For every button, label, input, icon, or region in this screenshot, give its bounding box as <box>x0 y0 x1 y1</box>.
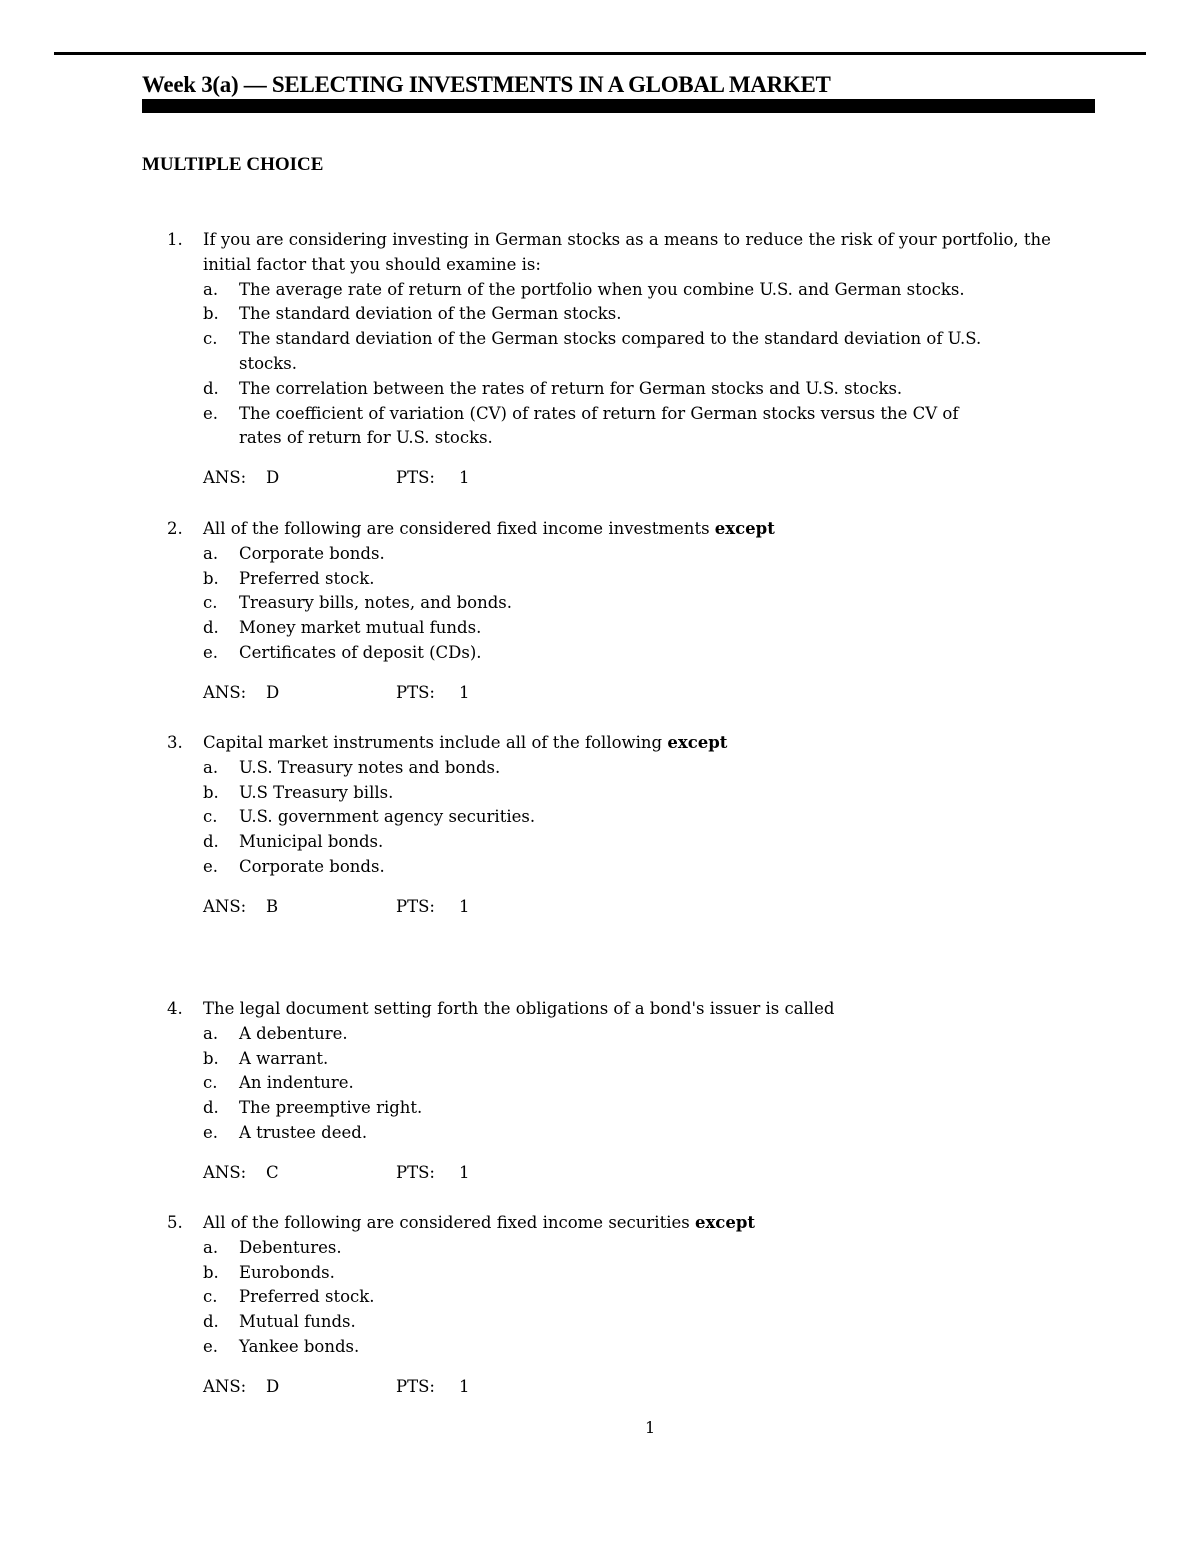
option-letter: d. <box>203 618 219 638</box>
title-underline-bar <box>142 99 1095 113</box>
option-letter: d. <box>203 1312 219 1332</box>
question-stem: initial factor that you should examine is: <box>203 254 541 274</box>
option-letter: c. <box>203 593 218 613</box>
points-value: 1 <box>459 468 470 488</box>
option-text: Certificates of deposit (CDs). <box>239 643 482 662</box>
answer-label: ANS: <box>203 682 247 702</box>
option-letter: b. <box>203 568 219 588</box>
option-letter: c. <box>203 1073 218 1093</box>
answer-label: ANS: <box>203 896 247 916</box>
header-rule <box>54 52 1146 55</box>
emphasis-except: except <box>694 1213 756 1232</box>
option-text: An indenture. <box>239 1073 354 1093</box>
option-text: U.S. government agency securities. <box>239 807 536 827</box>
question-stem: All of the following are considered fixed income investments except <box>203 519 775 538</box>
answer-value: D <box>266 1376 280 1396</box>
answer-value: D <box>266 468 280 488</box>
answer-value: D <box>266 682 280 702</box>
points-label: PTS: <box>396 896 435 916</box>
option-letter: a. <box>203 757 219 777</box>
points-value: 1 <box>459 682 470 702</box>
option-text: The correlation between the rates of return for German stocks and U.S. stocks. <box>239 378 903 398</box>
option-text: U.S Treasury bills. <box>239 782 394 802</box>
option-text: Debentures. <box>239 1237 342 1257</box>
option-text: Yankee bonds. <box>239 1337 360 1356</box>
option-text: rates of return for U.S. stocks. <box>239 428 493 448</box>
option-text: The preemptive right. <box>239 1098 423 1118</box>
question-stem: If you are considering investing in German stocks as a means to reduce the risk of your portfolio, the <box>203 230 1051 249</box>
option-text: The standard deviation of the German stocks compared to the standard deviation of U.S. <box>239 329 982 349</box>
option-letter: d. <box>203 832 219 852</box>
answer-label: ANS: <box>203 1376 247 1396</box>
question-stem: All of the following are considered fixed income securities except <box>203 1213 756 1232</box>
option-text: U.S. Treasury notes and bonds. <box>239 757 501 777</box>
page-number: 1 <box>645 1418 656 1437</box>
points-value: 1 <box>459 1376 470 1396</box>
question-number: 2. <box>167 519 183 538</box>
question-number: 5. <box>167 1213 183 1232</box>
option-letter: a. <box>203 279 219 299</box>
option-text: The average rate of return of the portfolio when you combine U.S. and German stocks. <box>239 279 965 299</box>
option-letter: b. <box>203 782 219 802</box>
option-letter: c. <box>203 329 218 349</box>
option-text: A warrant. <box>239 1048 329 1068</box>
option-letter: e. <box>203 403 219 423</box>
answer-value: C <box>266 1162 279 1182</box>
option-letter: d. <box>203 378 219 398</box>
option-text: Corporate bonds. <box>239 857 385 876</box>
option-letter: b. <box>203 304 219 324</box>
option-text: Eurobonds. <box>239 1262 335 1282</box>
option-letter: e. <box>203 1123 219 1142</box>
option-text: Preferred stock. <box>239 1287 375 1307</box>
points-label: PTS: <box>396 1162 435 1182</box>
page-title: Week 3(a) — SELECTING INVESTMENTS IN A GLOBAL MARKET <box>142 72 831 97</box>
question-number: 4. <box>167 999 183 1018</box>
option-text: Money market mutual funds. <box>239 618 482 638</box>
points-label: PTS: <box>396 682 435 702</box>
points-label: PTS: <box>396 1376 435 1396</box>
emphasis-except: except <box>667 733 728 752</box>
question-number: 1. <box>167 230 183 249</box>
section-heading: MULTIPLE CHOICE <box>142 154 324 175</box>
question-stem: The legal document setting forth the obligations of a bond's issuer is called <box>203 999 835 1018</box>
option-letter: c. <box>203 807 218 827</box>
option-text: stocks. <box>239 354 297 373</box>
option-letter: b. <box>203 1048 219 1068</box>
emphasis-except: except <box>714 519 775 538</box>
option-text: Treasury bills, notes, and bonds. <box>239 593 512 613</box>
option-letter: c. <box>203 1287 218 1307</box>
answer-value: B <box>266 896 279 916</box>
points-label: PTS: <box>396 468 435 488</box>
option-text: Municipal bonds. <box>239 832 384 852</box>
option-letter: e. <box>203 643 219 662</box>
option-letter: a. <box>203 1237 219 1257</box>
answer-label: ANS: <box>203 468 247 488</box>
option-text: The standard deviation of the German stocks. <box>239 304 622 324</box>
points-value: 1 <box>459 896 470 916</box>
option-text: Preferred stock. <box>239 568 375 588</box>
option-letter: a. <box>203 1023 219 1043</box>
question-stem: Capital market instruments include all of the following except <box>203 733 728 752</box>
option-text: Mutual funds. <box>239 1312 356 1332</box>
option-letter: b. <box>203 1262 219 1282</box>
option-letter: e. <box>203 1337 219 1356</box>
option-text: The coefficient of variation (CV) of rates of return for German stocks versus the CV of <box>239 403 959 423</box>
answer-label: ANS: <box>203 1162 247 1182</box>
option-letter: d. <box>203 1098 219 1118</box>
points-value: 1 <box>459 1162 470 1182</box>
option-letter: a. <box>203 543 219 563</box>
option-text: Corporate bonds. <box>239 543 385 563</box>
option-text: A trustee deed. <box>239 1123 368 1142</box>
question-number: 3. <box>167 733 183 752</box>
option-text: A debenture. <box>239 1023 348 1043</box>
option-letter: e. <box>203 857 219 876</box>
